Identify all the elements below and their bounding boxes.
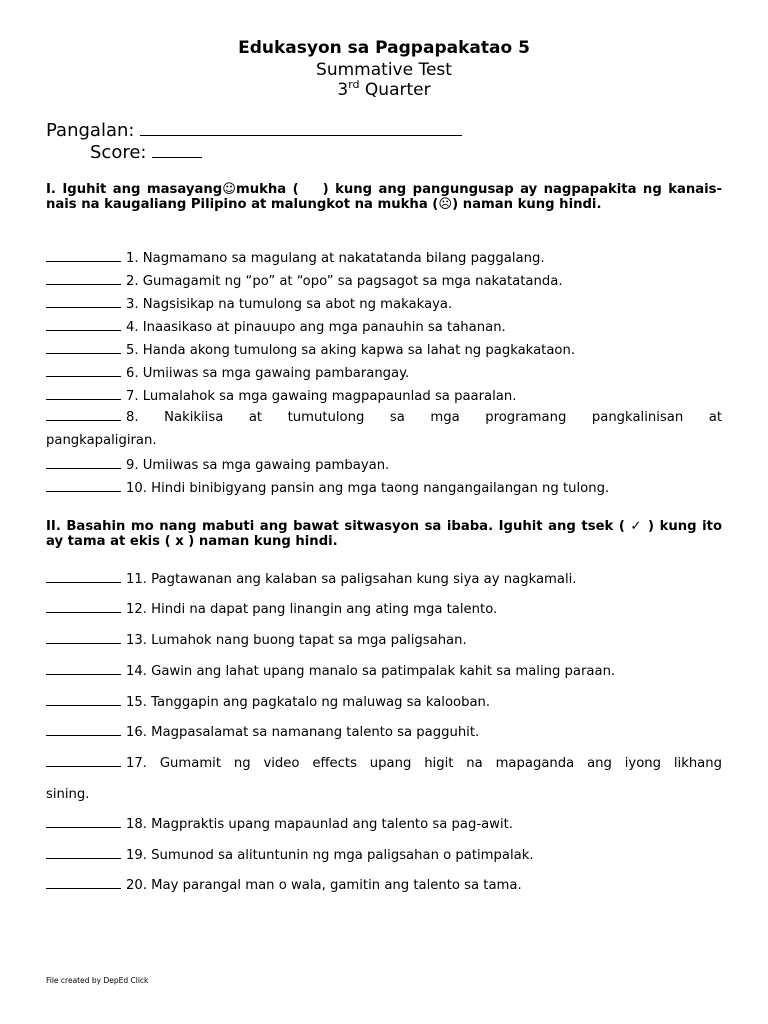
list-item — [46, 816, 722, 832]
answer-blank[interactable] — [46, 388, 121, 400]
part1-instruction-b: mukha ( — [235, 182, 299, 197]
score-label: Score: — [90, 142, 147, 163]
item-text: 15. Tanggapin ang pagkatalo ng maluwag sa kalooban. — [126, 695, 491, 710]
item-text: 20. May parangal man o wala, gamitin ang talento sa tama. — [126, 878, 522, 893]
list-item — [46, 847, 722, 863]
answer-blank[interactable] — [46, 571, 121, 583]
item-text: 7. Lumalahok sa mga gawaing magpapaunlad sa paaralan. — [126, 389, 517, 404]
name-blank[interactable] — [140, 121, 462, 136]
list-item — [46, 724, 722, 740]
answer-blank[interactable] — [46, 457, 121, 469]
list-item — [46, 480, 722, 496]
list-item — [46, 342, 722, 358]
item-text: 2. Gumagamit ng “po” at “opo” sa pagsagot sa mga nakatatanda. — [126, 274, 563, 289]
answer-blank[interactable] — [46, 847, 121, 859]
item-text: 19. Sumunod sa alituntunin ng mga paligsahan o patimpalak. — [126, 848, 534, 863]
quarter-label — [0, 80, 768, 100]
item-text: 6. Umiiwas sa mga gawaing pambarangay. — [126, 366, 410, 381]
list-item — [46, 571, 722, 587]
answer-blank[interactable] — [46, 663, 121, 675]
answer-blank[interactable] — [46, 319, 121, 331]
smiley-icon: ☺ — [222, 182, 236, 197]
score-field — [90, 142, 202, 163]
item-text: 11. Pagtawanan ang kalaban sa paligsahan kung siya ay nagkamali. — [126, 572, 577, 587]
item-text: 18. Magpraktis upang mapaunlad ang talento sa pag-awit. — [126, 817, 513, 832]
list-item — [46, 388, 722, 404]
answer-blank[interactable] — [46, 480, 121, 492]
list-item — [46, 406, 722, 452]
quarter-word: Quarter — [364, 80, 431, 100]
list-item — [46, 296, 722, 312]
item-text: 14. Gawin ang lahat upang manalo sa patimpalak kahit sa maling paraan. — [126, 664, 616, 679]
item-text: 16. Magpasalamat sa namanang talento sa pagguhit. — [126, 725, 480, 740]
item-text: 10. Hindi binibigyang pansin ang mga taong nangangailangan ng tulong. — [126, 481, 610, 496]
footer-credit: File created by DepEd Click — [46, 976, 149, 985]
item-text-continued: sining. — [46, 787, 90, 802]
item-text: 17. Gumamit ng video effects upang higit na mapaganda ang iyong likhang — [126, 756, 722, 771]
list-item — [46, 601, 722, 617]
answer-blank[interactable] — [46, 296, 121, 308]
answer-blank[interactable] — [46, 409, 121, 421]
part1-instruction-c: ) kung ang pangungusap ay nagpapakita ng kanais-nais na kaugaliang Pilipino at malungkot na mukha (☹) naman kung hindi. — [46, 182, 722, 212]
document-title: Edukasyon sa Pagpapakatao 5 — [238, 38, 530, 58]
item-text: 8. Nakikiisa at tumutulong sa mga programang pangkalinisan at — [126, 410, 722, 425]
answer-blank[interactable] — [46, 273, 121, 285]
answer-blank[interactable] — [46, 755, 121, 767]
name-field — [46, 120, 462, 141]
item-text: 1. Nagmamano sa magulang at nakatatanda bilang paggalang. — [126, 251, 545, 266]
item-text: 4. Inaasikaso at pinauupo ang mga panauhin sa tahanan. — [126, 320, 506, 335]
answer-blank[interactable] — [46, 342, 121, 354]
part1-instruction-a: I. Iguhit ang masayang — [46, 182, 223, 197]
answer-blank[interactable] — [46, 877, 121, 889]
list-item — [46, 748, 722, 810]
list-item — [46, 694, 722, 710]
list-item — [46, 365, 722, 381]
answer-blank[interactable] — [46, 250, 121, 262]
name-label: Pangalan: — [46, 120, 135, 141]
item-text: 9. Umiiwas sa mga gawaing pambayan. — [126, 458, 390, 473]
list-item — [46, 877, 722, 893]
answer-blank[interactable] — [46, 724, 121, 736]
part1-instruction — [46, 182, 722, 212]
list-item — [46, 457, 722, 473]
item-text: 13. Lumahok nang buong tapat sa mga paligsahan. — [126, 633, 467, 648]
answer-blank[interactable] — [46, 816, 121, 828]
list-item — [46, 273, 722, 289]
item-text-continued: pangkapaligiran. — [46, 433, 157, 448]
answer-blank[interactable] — [46, 632, 121, 644]
answer-blank[interactable] — [46, 365, 121, 377]
answer-blank[interactable] — [46, 694, 121, 706]
item-line — [46, 748, 722, 779]
score-blank[interactable] — [152, 143, 202, 158]
document-subtitle: Summative Test — [316, 60, 452, 80]
quarter-superscript: rd — [348, 78, 360, 91]
item-text: 12. Hindi na dapat pang linangin ang ating mga talento. — [126, 602, 498, 617]
answer-blank[interactable] — [46, 601, 121, 613]
item-line — [46, 406, 722, 429]
list-item — [46, 632, 722, 648]
list-item — [46, 250, 722, 266]
item-text: 5. Handa akong tumulong sa aking kapwa sa lahat ng pagkakataon. — [126, 343, 576, 358]
quarter-number: 3 — [337, 80, 349, 100]
item-text: 3. Nagsisikap na tumulong sa abot ng makakaya. — [126, 297, 453, 312]
list-item — [46, 663, 722, 679]
part2-instruction: II. Basahin mo nang mabuti ang bawat sitwasyon sa ibaba. Iguhit ang tsek ( ✓ ) kung ito ay tama at ekis ( x ) naman kung hindi. — [46, 519, 722, 549]
list-item — [46, 319, 722, 335]
